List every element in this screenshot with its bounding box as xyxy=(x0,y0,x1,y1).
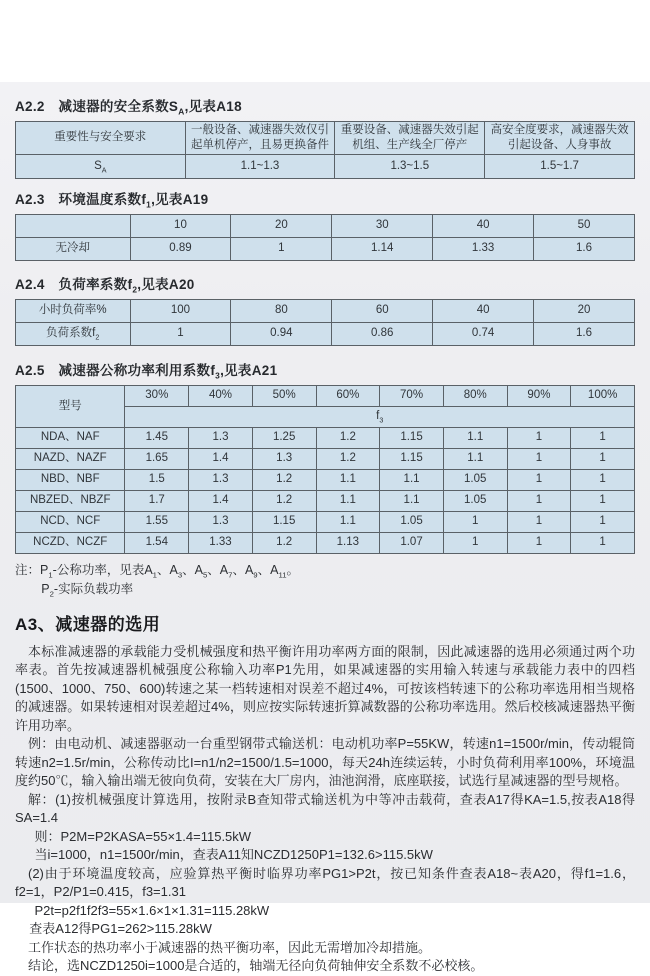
table-cell: 1.15 xyxy=(252,511,316,532)
footnote-line-2: $P_2-$实际负载功率 xyxy=(41,581,134,599)
table-cell: 1 xyxy=(443,511,507,532)
table-cell: 型号 xyxy=(16,385,125,427)
table-cell: 50% xyxy=(252,385,316,406)
table-row xyxy=(16,532,635,553)
table-cell: 1.1 xyxy=(316,511,380,532)
table-cell: 1.45 xyxy=(125,427,189,448)
table-row xyxy=(16,214,635,237)
table-cell: 1.1 xyxy=(380,490,444,511)
table-cell: 1 xyxy=(571,490,635,511)
paragraph-intro: 本标准减速器的承载能力受机械强度和热平衡许用功率两方面的限制，因此减速器的选用必须通过两个功率表。首先按减速器机械强度公称输入功率P1先用，如果减速器的实用输入转速与承载能力表中的四档(1500、1000、750、600)转速之某一档转速相对误差不超过4%，可按该档转速下的公称功率选用相当规格的减速器。如果转速相对误差超过4%，则应按实际转速折算减数器的公称功率选用。然后校核减速器热平衡许用功率。 xyxy=(15,643,635,733)
table-cell: 1.1 xyxy=(316,469,380,490)
table-cell: 1.4 xyxy=(189,448,253,469)
table-cell: 80% xyxy=(443,385,507,406)
paragraph-solution-step1: 解：(1)按机械强度计算选用，按附录B查知带式输送机为中等冲击载荷，查表A17得KA=1.5,按表A18得SA=1.4 xyxy=(15,791,635,826)
table-cell: 40% xyxy=(189,385,253,406)
table-cell: 1.2 xyxy=(252,532,316,553)
section-heading-a3: A3、减速器的选用 xyxy=(15,614,161,634)
table-cell: 1.05 xyxy=(380,511,444,532)
table-cell: 一般设备、减速器失效仅引起单机停产，且易更换备件 xyxy=(185,122,335,155)
table-cell: 1.54 xyxy=(125,532,189,553)
table-cell: 1 xyxy=(571,511,635,532)
table-cell: 1.15 xyxy=(380,448,444,469)
table-cell: 50 xyxy=(534,214,635,237)
table-cell xyxy=(16,214,131,237)
table-row xyxy=(16,511,635,532)
table-cell: 重要设备、减速器失效引起机组、生产线全厂停产 xyxy=(335,122,485,155)
table-row xyxy=(16,122,635,155)
table-cell: 1.1 xyxy=(316,490,380,511)
paragraph-lookup-a11: 当i=1000，n1=1500r/min，查表A11知NCZD1250P1=132.6>115.5kW xyxy=(34,847,433,863)
table-cell: 小时负荷率% xyxy=(16,299,131,322)
table-cell: 1.5 xyxy=(125,469,189,490)
table-a19-ambient-temperature-factor xyxy=(15,214,635,261)
table-a18-safety-factor xyxy=(15,121,635,179)
table-cell: 40 xyxy=(433,214,534,237)
table-cell: 1.33 xyxy=(433,237,534,260)
table-cell: 1 xyxy=(507,532,571,553)
table-cell: 1 xyxy=(571,469,635,490)
paragraph-formula-p2t: P2t=p2f1f2f3=55×1.6×1×1.31=115.28kW xyxy=(34,902,270,918)
table-row xyxy=(16,490,635,511)
table-cell: 1.2 xyxy=(252,490,316,511)
table-row xyxy=(16,427,635,448)
table-cell: 30% xyxy=(125,385,189,406)
table-cell: 1.4 xyxy=(189,490,253,511)
table-cell: 60 xyxy=(332,299,433,322)
table-cell: 1 xyxy=(130,322,231,345)
table-cell: 1.05 xyxy=(443,490,507,511)
table-cell: 1.3 xyxy=(189,469,253,490)
table-cell: 1.2 xyxy=(316,427,380,448)
table-cell: 1 xyxy=(507,469,571,490)
table-cell: 1.1 xyxy=(443,427,507,448)
footnote-line-1: 注：$P_1-$公称功率，见表$A_1$、$A_3$、$A_5$、$A_7$、$A_9$、$A_{11}$。 xyxy=(15,562,300,580)
table-cell: $f_3$ xyxy=(125,406,635,427)
table-cell: 1.14 xyxy=(332,237,433,260)
table-cell: 1.6 xyxy=(534,237,635,260)
table-cell: 负荷系数$f_2$ xyxy=(16,322,131,345)
table-a21-power-utilization-factor xyxy=(15,385,635,554)
table-cell: 0.86 xyxy=(332,322,433,345)
table-cell: 1.1 xyxy=(443,448,507,469)
table-cell: NBD、NBF xyxy=(16,469,125,490)
table-cell: NCZD、NCZF xyxy=(16,532,125,553)
table-cell: 0.74 xyxy=(433,322,534,345)
table-cell: 100% xyxy=(571,385,635,406)
table-cell: 100 xyxy=(130,299,231,322)
table-cell: 重要性与安全要求 xyxy=(16,122,186,155)
table-cell: 1 xyxy=(507,427,571,448)
table-cell: 1.65 xyxy=(125,448,189,469)
table-cell: 1 xyxy=(571,427,635,448)
table-cell: 1 xyxy=(507,490,571,511)
table-footnote xyxy=(15,561,635,599)
table-cell: 80 xyxy=(231,299,332,322)
table-cell: NCD、NCF xyxy=(16,511,125,532)
table-cell: 1.1~1.3 xyxy=(185,154,335,178)
table-cell: 1.2 xyxy=(316,448,380,469)
paragraph-example: 例：由电动机、减速器驱动一台重型钢带式输送机：电动机功率P=55KW，转速n1=1500r/min，传动辊筒转速n2=1.5r/min，公称传动比I=n1/n2=1500/1.5=1000，每天24h连续运转，小时负荷利用率100%，环境温度约50℃，输入输出端无彼向负荷，安装在大厂房内，油池润滑，底座联接，试选行星减速器的型号规格。 xyxy=(15,736,635,789)
table-cell: 1 xyxy=(507,448,571,469)
table-cell: 1.2 xyxy=(252,469,316,490)
table-cell: 10 xyxy=(130,214,231,237)
table-cell: 1 xyxy=(443,532,507,553)
table-cell: 70% xyxy=(380,385,444,406)
table-row xyxy=(16,154,635,178)
scanned-document-page xyxy=(0,82,650,974)
table-cell: 1.15 xyxy=(380,427,444,448)
table-row xyxy=(16,237,635,260)
table-cell: 30 xyxy=(332,214,433,237)
table-row xyxy=(16,448,635,469)
paragraph-final-conclusion: 结论，选NCZD1250i=1000是合适的，轴端无径向负荷轴伸安全系数不必校核。 xyxy=(28,958,484,974)
section-heading-a23: A2.3 环境温度系数$f_1$,见表A19 xyxy=(15,191,209,210)
table-cell: $S_A$ xyxy=(16,154,186,178)
table-cell: 20 xyxy=(231,214,332,237)
table-cell: 1.07 xyxy=(380,532,444,553)
table-cell: 1.3 xyxy=(189,427,253,448)
paragraph-thermal-conclusion: 工作状态的热功率小于减速器的热平衡功率，因此无需增加冷却措施。 xyxy=(28,939,432,955)
table-cell: NAZD、NAZF xyxy=(16,448,125,469)
table-cell: 60% xyxy=(316,385,380,406)
table-cell: 1 xyxy=(231,237,332,260)
table-row xyxy=(16,385,635,406)
table-cell: 1.05 xyxy=(443,469,507,490)
table-cell: 1.3~1.5 xyxy=(335,154,485,178)
paragraph-solution-step2: (2)由于环境温度较高，应验算热平衡时临界功率PG1>P2t，按已知条件查表A18~表A20，得f1=1.6，f2=1，P2/P1=0.415，f3=1.31 xyxy=(15,865,635,900)
table-cell: 40 xyxy=(433,299,534,322)
section-heading-a25: A2.5 减速器公称功率利用系数$f_3$,见表A21 xyxy=(15,362,278,381)
table-cell: 无冷却 xyxy=(16,237,131,260)
table-cell: 1.55 xyxy=(125,511,189,532)
table-cell: 1.5~1.7 xyxy=(485,154,635,178)
table-cell: 1 xyxy=(571,532,635,553)
section-heading-a22: A2.2 减速器的安全系数$S_A$,见表A18 xyxy=(15,99,242,117)
table-cell: 0.94 xyxy=(231,322,332,345)
paragraph-lookup-a12: 查表A12得PG1=262>115.28kW xyxy=(29,921,212,937)
table-cell: 1.3 xyxy=(252,448,316,469)
table-cell: 1.6 xyxy=(534,322,635,345)
table-cell: 高安全度要求，减速器失效引起设备、人身事故 xyxy=(485,122,635,155)
table-cell: 1.13 xyxy=(316,532,380,553)
table-cell: 1 xyxy=(507,511,571,532)
section-heading-a24: A2.4 负荷率系数$f_2$,见表A20 xyxy=(15,276,195,295)
table-cell: 0.89 xyxy=(130,237,231,260)
table-cell: 1 xyxy=(571,448,635,469)
paragraph-formula-p2m: 则：P2M=P2KASA=55×1.4=115.5kW xyxy=(34,828,252,844)
table-cell: 90% xyxy=(507,385,571,406)
table-cell: 20 xyxy=(534,299,635,322)
table-cell: NBZED、NBZF xyxy=(16,490,125,511)
table-row xyxy=(16,322,635,345)
table-cell: 1.1 xyxy=(380,469,444,490)
table-cell: 1.3 xyxy=(189,511,253,532)
table-cell: NDA、NAF xyxy=(16,427,125,448)
table-row xyxy=(16,469,635,490)
table-cell: 1.7 xyxy=(125,490,189,511)
table-cell: 1.25 xyxy=(252,427,316,448)
table-a20-load-rate-factor xyxy=(15,299,635,346)
table-cell: 1.33 xyxy=(189,532,253,553)
table-row xyxy=(16,299,635,322)
